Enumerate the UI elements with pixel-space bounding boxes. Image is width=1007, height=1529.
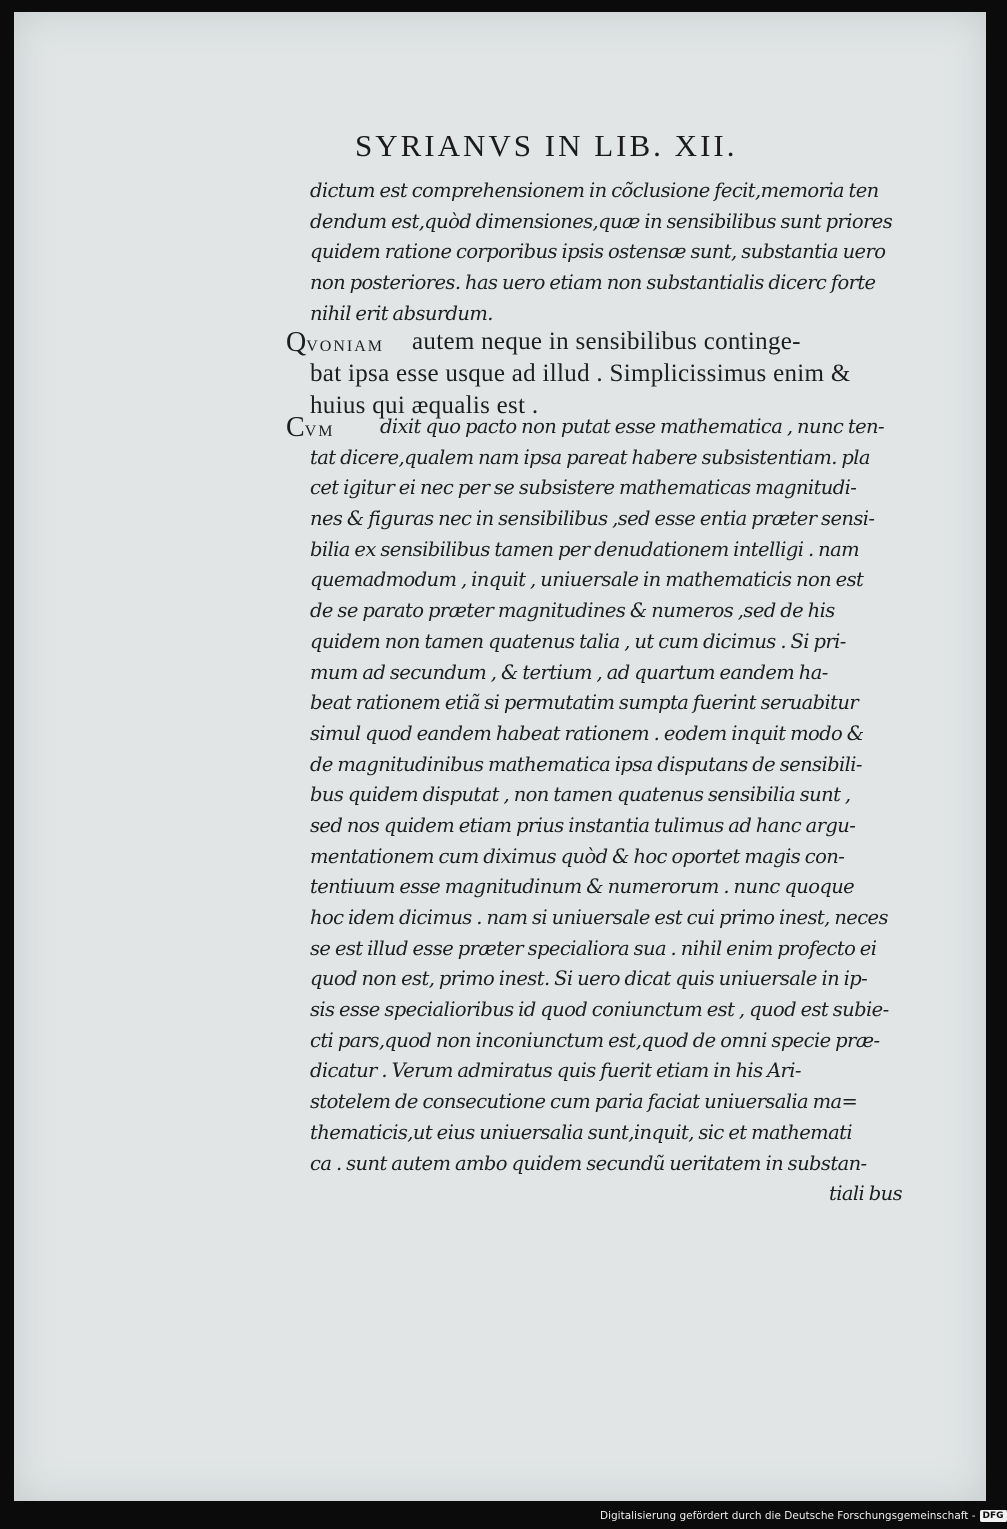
text-line: cti pars,quod non inconiunctum est,quod de omni specie præ- <box>310 1028 880 1052</box>
lemma-small-caps: VONIAM <box>306 338 385 355</box>
lemma-initial: Q <box>286 327 307 358</box>
text-line: dixit quo pacto non putat esse mathematica , nunc ten- <box>380 415 884 438</box>
text-line: quod non est, primo inest. Si uero dicat quis uniuersale in ip- <box>310 967 868 991</box>
text-line: quidem non tamen quatenus talia , ut cum dicimus . Si pri- <box>310 629 846 653</box>
lemma-initial: C <box>286 412 305 443</box>
text-line: de magnitudinibus mathematica ipsa disputans de sensibili- <box>310 752 862 776</box>
text-line: huius qui æqualis est . <box>310 392 539 419</box>
text-line: nes & figuras nec in sensibilibus ,sed esse entia præter sensi- <box>310 507 875 531</box>
dfg-logo: DFG <box>980 1510 1007 1522</box>
lemma-heading-1 <box>286 327 384 359</box>
text-line: mentationem cum diximus quòd & hoc oportet magis con- <box>310 844 845 868</box>
text-line: cet igitur ei nec per se subsistere mathematicas magnitudi- <box>310 476 857 500</box>
commentary-line-first <box>380 412 904 443</box>
text-line: bus quidem disputat , non tamen quatenus sensibilia sunt , <box>310 783 851 807</box>
text-line: autem neque in sensibilibus continge- <box>412 328 801 355</box>
aristotle-text-line-first <box>412 326 904 358</box>
text-line: quemadmodum , inquit , uniuersale in mathematicis non est <box>310 568 864 592</box>
commentary-block-1 <box>310 176 902 329</box>
lemma-small-caps: VM <box>304 423 335 440</box>
text-line: dictum est comprehensionem in cõclusione fecit,memoria ten <box>310 179 879 202</box>
commentary-block-2 <box>310 443 902 1210</box>
text-line: dicatur . Verum admiratus quis fuerit etiam in his Ari- <box>310 1059 801 1083</box>
footer-credit <box>600 1510 1004 1522</box>
text-line: stotelem de consecutione cum paria faciat uniuersalia ma= <box>310 1090 858 1114</box>
catchword: tiali bus <box>828 1182 902 1206</box>
text-line: bat ipsa esse usque ad illud . Simplicissimus enim & <box>310 360 851 387</box>
text-line: se est illud esse præter specialiora sua . nihil enim profecto ei <box>310 936 877 960</box>
text-line: tat dicere,qualem nam ipsa pareat habere subsistentiam. pla <box>310 445 870 469</box>
text-line: non posteriores. has uero etiam non substantialis dicerc forte <box>310 271 876 295</box>
text-line: nihil erit absurdum. <box>310 301 493 325</box>
text-line: sed nos quidem etiam prius instantia tulimus ad hanc argu- <box>310 813 856 837</box>
text-line: simul quod eandem habeat rationem . eodem inquit modo & <box>310 721 864 745</box>
text-line: dendum est,quòd dimensiones,quæ in sensibilibus sunt priores <box>310 209 893 233</box>
footer-text: Digitalisierung gefördert durch die Deutsche Forschungsgemeinschaft - <box>600 1510 976 1522</box>
text-line: quidem ratione corporibus ipsis ostensæ sunt, substantia uero <box>310 240 886 264</box>
text-line: tentiuum esse magnitudinum & numerorum . nunc quoque <box>310 875 855 899</box>
text-line: bilia ex sensibilibus tamen per denudationem intelligi . nam <box>310 537 860 561</box>
text-line: hoc idem dicimus . nam si uniuersale est cui primo inest, neces <box>310 906 888 929</box>
text-line: mum ad secundum , & tertium , ad quartum eandem ha- <box>310 660 828 684</box>
text-line: thematicis,ut eius uniuersalia sunt,inquit, sic et mathemati <box>310 1120 852 1144</box>
text-line: ca . sunt autem ambo quidem secundũ ueritatem in substan- <box>310 1151 867 1175</box>
lemma-heading-2 <box>286 412 334 444</box>
text-line: de se parato præter magnitudines & numeros ,sed de his <box>310 599 835 623</box>
text-line: sis esse specialioribus id quod coniunctum est , quod est subie- <box>310 998 889 1022</box>
text-line: beat rationem etiã si permutatim sumpta fuerint seruabitur <box>310 691 859 715</box>
running-head: SYRIANVS IN LIB. XII. <box>355 128 738 163</box>
